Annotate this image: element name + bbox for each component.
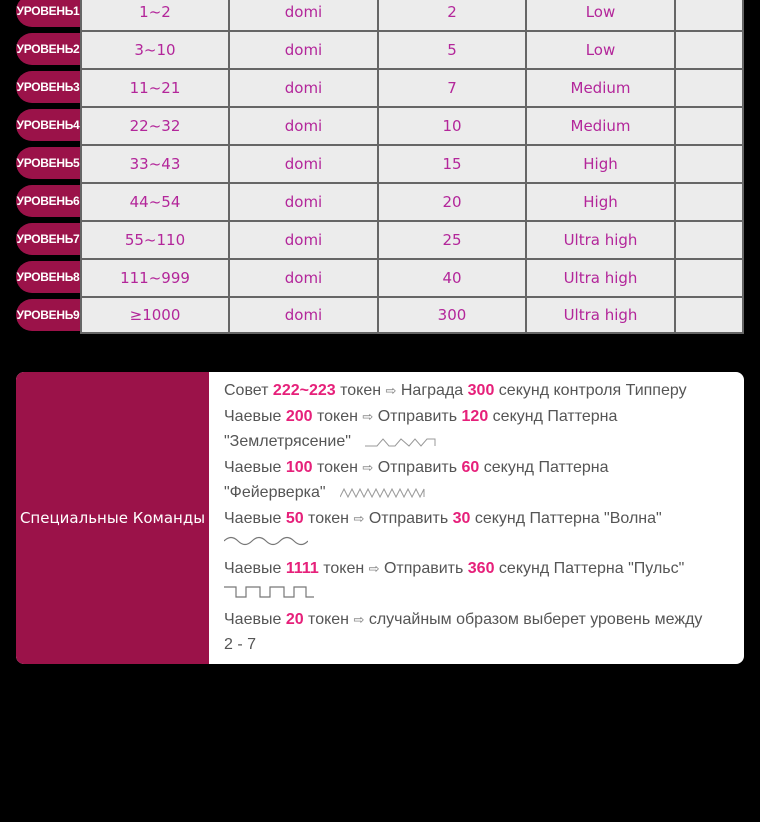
command-token-amount: 222~223 [272,382,336,399]
level-extra-cell [676,146,742,182]
command-token-amount: 1111 [285,560,319,577]
command-item [224,556,734,582]
pulse-pattern-row [224,582,734,607]
level-seconds-cell: 5 [379,32,527,68]
command-text: Чаевые [224,509,286,527]
command-seconds: 300 [467,382,495,399]
arrow-right-icon: ⇨ [362,459,374,475]
level-badge: УРОВЕНЬ6 [16,185,80,217]
level-range-cell: 11~21 [82,70,230,106]
level-range-cell: ≥1000 [82,298,230,332]
level-badge: УРОВЕНЬ4 [16,109,80,141]
command-text: секунд Паттерна [479,458,609,476]
level-cells [80,0,744,30]
level-user-cell: domi [230,146,379,182]
level-user-cell: domi [230,70,379,106]
level-user-cell: domi [230,32,379,68]
level-range-cell: 1~2 [82,0,230,30]
level-seconds-cell: 2 [379,0,527,30]
pattern-name: "Фейерверка" [224,484,326,501]
level-row [16,30,742,68]
command-text: токен [318,560,369,577]
level-intensity-cell: Low [527,32,676,68]
level-user-cell: domi [230,222,379,258]
command-text: секунд Паттерна "Пульс" [494,560,685,577]
level-user-cell: domi [230,0,379,30]
level-intensity-cell: Ultra high [527,222,676,258]
command-token-amount: 50 [285,509,304,527]
command-item [224,607,734,633]
level-extra-cell [676,260,742,296]
pulse-wave-icon [224,585,316,599]
command-text: Совет [224,382,273,399]
level-range-cell: 44~54 [82,184,230,220]
command-item [224,378,734,404]
arrow-right-icon: ⇨ [368,561,380,576]
special-commands-list [209,372,744,664]
level-badge: УРОВЕНЬ9 [16,299,80,331]
level-row [16,182,742,220]
arrow-right-icon: ⇨ [353,611,365,627]
command-item-pattern [224,429,734,455]
special-commands-label: Специальные Команды [16,372,209,664]
command-text: Отправить [379,560,468,577]
level-range-cell: 3~10 [82,32,230,68]
level-user-cell: domi [230,260,379,296]
command-text: токен [303,509,354,527]
level-intensity-cell: Ultra high [527,298,676,332]
level-range-cell: 33~43 [82,146,230,182]
level-cells [80,106,744,144]
level-extra-cell [676,32,742,68]
level-seconds-cell: 15 [379,146,527,182]
level-row [16,296,742,334]
command-text: токен [335,382,386,399]
level-row [16,0,742,30]
command-text: токен [312,407,363,425]
wave-pattern-row [224,531,734,556]
command-text: Отправить [373,458,462,476]
level-extra-cell [676,0,742,30]
level-cells [80,182,744,220]
command-seconds: 30 [452,509,471,527]
level-range-cell: 55~110 [82,222,230,258]
command-token-amount: 100 [285,458,313,476]
level-badge: УРОВЕНЬ5 [16,147,80,179]
command-text: Отправить [364,509,453,527]
level-intensity-cell: Medium [527,70,676,106]
command-text: Чаевые [224,458,286,476]
level-intensity-cell: High [527,184,676,220]
level-row [16,144,742,182]
command-text: Чаевые [224,610,286,628]
level-intensity-cell: Ultra high [527,260,676,296]
level-intensity-cell: High [527,146,676,182]
command-item-range [224,632,734,658]
command-item [224,404,734,430]
pattern-name: "Землетрясение" [224,433,351,450]
command-text: токен [312,458,363,476]
command-item [224,506,734,532]
command-text: Чаевые [224,407,286,425]
level-seconds-cell: 7 [379,70,527,106]
level-badge: УРОВЕНЬ2 [16,33,80,65]
level-cells [80,296,744,334]
level-badge: УРОВЕНЬ7 [16,223,80,255]
command-text: секунд Паттерна [488,407,618,425]
arrow-right-icon: ⇨ [362,408,374,424]
command-text: секунд контроля Типперу [494,382,687,399]
level-range-cell: 111~999 [82,260,230,296]
level-badge: УРОВЕНЬ1 [16,0,80,27]
level-badge: УРОВЕНЬ3 [16,71,80,103]
level-user-cell: domi [230,184,379,220]
command-item-pattern [224,480,734,506]
level-row [16,106,742,144]
command-text: токен [303,610,354,628]
wave-icon [224,534,308,548]
command-token-amount: 20 [285,610,304,628]
special-commands-panel [16,372,744,664]
level-user-cell: domi [230,108,379,144]
arrow-right-icon: ⇨ [353,510,365,526]
level-seconds-cell: 300 [379,298,527,332]
level-range-cell: 22~32 [82,108,230,144]
level-range-text: 2 - 7 [224,636,257,653]
level-seconds-cell: 20 [379,184,527,220]
level-extra-cell [676,70,742,106]
level-extra-cell [676,298,742,332]
level-cells [80,30,744,68]
level-extra-cell [676,222,742,258]
levels-table [16,0,742,334]
level-cells [80,144,744,182]
command-seconds: 360 [467,560,495,577]
level-cells [80,68,744,106]
command-text: Отправить [373,407,462,425]
fireworks-wave-icon [340,487,426,499]
level-cells [80,258,744,296]
command-seconds: 120 [461,407,489,425]
arrow-right-icon: ⇨ [385,383,397,398]
level-row [16,68,742,106]
level-row [16,220,742,258]
command-text: случайным образом выберет уровень между [364,610,703,628]
command-text: Награда [396,382,468,399]
level-seconds-cell: 40 [379,260,527,296]
level-seconds-cell: 25 [379,222,527,258]
level-user-cell: domi [230,298,379,332]
command-text: Чаевые [224,560,286,577]
level-cells [80,220,744,258]
level-intensity-cell: Medium [527,108,676,144]
command-text: секунд Паттерна "Волна" [470,509,662,527]
command-token-amount: 200 [285,407,313,425]
command-seconds: 60 [461,458,480,476]
level-badge: УРОВЕНЬ8 [16,261,80,293]
level-row [16,258,742,296]
command-item [224,455,734,481]
level-extra-cell [676,108,742,144]
level-extra-cell [676,184,742,220]
level-seconds-cell: 10 [379,108,527,144]
earthquake-wave-icon [365,436,437,448]
level-intensity-cell: Low [527,0,676,30]
